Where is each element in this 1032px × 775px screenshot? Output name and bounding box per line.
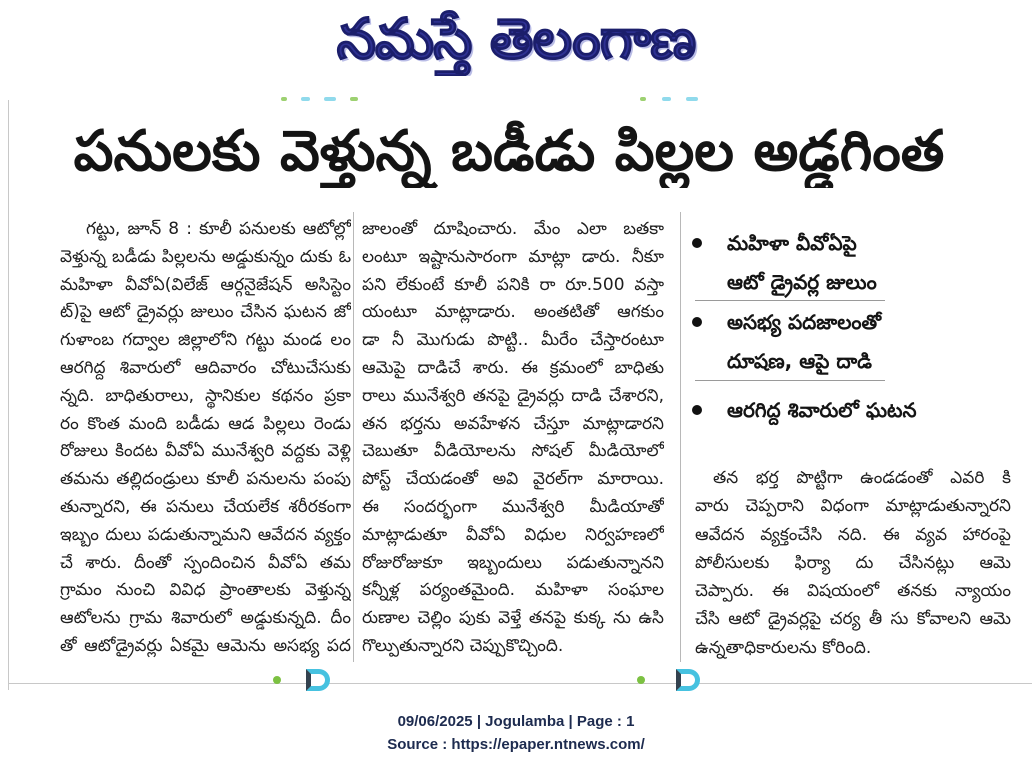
- article-column-3-body: [695, 464, 1011, 662]
- article-text-line: ఆమెపై దాడిచే శారు. ఈ క్రమంలో బాధితు: [362, 357, 664, 378]
- footer-edition-line: 09/06/2025 | Jogulamba | Page : 1: [397, 713, 635, 730]
- article-text-line: వెళ్తున్న బడీడు పిల్లలను అడ్డుకున్నం దుకు ఓ: [60, 246, 351, 267]
- article-text-line: న్నది. బాధితురాలు, స్థానికుల కథనం ప్రకా: [60, 385, 351, 406]
- decorative-mark: [640, 97, 646, 101]
- article-text-line: చెబుతూ వీడియోలను సోషల్ మీడియోలో: [362, 441, 664, 462]
- footer-source-line: Source : https://epaper.ntnews.com/: [387, 736, 645, 753]
- article-text-line: గుళాంబ గద్వాల జిల్లాలోని గట్టు మండ లం: [60, 330, 351, 351]
- article-text-line: ఉన్నతాధికారులను కోరింది.: [695, 637, 872, 658]
- article-text-line: ఇబ్బం దులు పడుతున్నామని ఆవేదన వ్యక్తం: [60, 524, 351, 545]
- article-text-line: చే శారు. దీంతో స్పందించిన వీవోఏ తమ: [60, 552, 351, 573]
- article-text-line: ట్)పై ఆటో డ్రైవర్లు జులుం చేసిన ఘటన జో: [60, 302, 351, 323]
- article-text-line: రం కొంత మంది బడీడు ఆడ పిల్లలు రెండు: [60, 413, 351, 434]
- highlight-separator: [695, 380, 885, 381]
- highlight-text-line: ఆరగిద్ద శివారులో ఘటన: [727, 397, 917, 422]
- article-text-line: ఆటోలను గ్రామ శివారులో అడ్డుకున్నది. దీం: [60, 608, 351, 629]
- highlight-item: [692, 303, 1010, 381]
- article-text-line: ఈ సందర్భంగా మునేశ్వరి మీడియాతో: [362, 496, 664, 517]
- article-text-line: లంటూ ఇష్టానుసారంగా మాట్లా డారు. నీకూ: [362, 246, 664, 267]
- article-text-line: రాలు మునేశ్వరి తనపై డ్రైవర్లు దాడి చేశారని,: [362, 385, 664, 406]
- article-text-line: వారు చెప్పరాని విధంగా మాట్లాడుతున్నారని: [695, 496, 1011, 517]
- highlight-separator: [695, 300, 885, 301]
- article-text-line: చేసి ఆటో డ్రైవర్లపై చర్య తీ సు కోవాలని ఆమె: [695, 609, 1011, 630]
- article-text-line: యంటూ మాట్లాడారు. అంతటితో ఆగకుం: [362, 302, 664, 323]
- article-text-line: తున్నారని, ఈ పనులు చేయలేక శరీరకంగా: [60, 496, 351, 517]
- highlight-text-line: ఆటో డ్రైవర్ల జులుం: [727, 269, 877, 294]
- decorative-mark: [350, 97, 358, 101]
- article-column-2: [362, 216, 664, 661]
- article-text-line: రోజులు కిందట వీవోఏ మునేశ్వరి వద్దకు వెళ్లి: [60, 441, 351, 462]
- decorative-dot: [637, 676, 645, 684]
- article-text-line: కన్నీళ్ల పర్యంతమైంది. మహిళా సంఘాల: [362, 580, 664, 601]
- clipping-border-bottom: [8, 683, 1032, 684]
- article-text-line: పోలీసులకు ఫిర్యా దు చేసినట్లు ఆమె: [695, 552, 1011, 573]
- article-headline: పనులకు వెళ్తున్న బడీడు పిల్లల అడ్డగింత: [73, 119, 945, 184]
- article-text-line: డా నీ మొగుడు పొట్టి.. మీరేం చేస్తారంటూ: [362, 330, 664, 351]
- article-text-line: మాట్లాడుతూ వీవోఏ విధుల నిర్వహణలో: [362, 524, 664, 545]
- highlight-text-line: అసభ్య పదజాలంతో: [727, 309, 882, 334]
- decorative-logo-fragment: [306, 669, 330, 691]
- article-text-line: తో ఆటోడ్రైవర్లు ఏకమై ఆమెను అసభ్య పద: [60, 635, 351, 656]
- article-text-line: జాలంతో దూషించారు. మేం ఎలా బతకా: [362, 219, 664, 239]
- decorative-mark: [662, 97, 671, 101]
- highlight-text-line: దూషణ, ఆపై దాడి: [727, 348, 872, 373]
- decorative-logo-fragment: [676, 669, 700, 691]
- bullet-icon: [692, 405, 702, 415]
- highlight-text-line: మహిళా వీవోఏపై: [727, 230, 857, 255]
- decorative-dot: [273, 676, 281, 684]
- article-text-line: రుణాల చెల్లిం పుకు వెళ్తే తనపై కుక్క ను ఉసి: [362, 608, 664, 629]
- article-text-line: గట్టు, జూన్ 8 : కూలీ పనులకు ఆటోల్లో: [86, 219, 351, 239]
- highlight-item: [692, 391, 1010, 430]
- decorative-mark: [301, 97, 310, 101]
- article-text-line: రోజురోజుకూ ఇబ్బందులు పడుతున్నానని: [362, 552, 664, 573]
- article-text-line: ఆవేదన వ్యక్తంచేసి నది. ఈ వ్యవ హారంపై: [695, 524, 1011, 545]
- clipping-border-left: [8, 100, 9, 690]
- column-divider: [680, 212, 681, 662]
- highlight-item: [692, 224, 1010, 302]
- column-divider: [353, 212, 354, 662]
- bullet-icon: [692, 238, 702, 248]
- article-text-line: తమను తల్లిదండ్రులు కూలీ పనులను పంపు: [60, 469, 351, 490]
- article-text-line: గొల్పుతున్నారని చెప్పుకొచ్చింది.: [362, 635, 564, 656]
- article-text-line: మహిళా వీవోఏ(విలేజ్ ఆర్గనైజేషన్ అసిస్టెం: [60, 274, 351, 295]
- article-text-line: చెప్పారు. ఈ విషయంలో తనకు న్యాయం: [695, 581, 1011, 602]
- article-text-line: గ్రామం నుంచి వివిధ ప్రాంతాలకు వెళ్తున్న: [60, 580, 351, 601]
- article-text-line: తన భర్త పొట్టిగా ఉండడంతో ఎవరి కి: [713, 468, 1011, 488]
- article-column-1: [60, 216, 351, 661]
- newspaper-masthead: నమస్తే తెలంగాణ: [336, 7, 696, 72]
- bullet-icon: [692, 317, 702, 327]
- decorative-mark: [281, 97, 287, 101]
- decorative-mark: [686, 97, 698, 101]
- article-text-line: తన భర్తను అవహేళన చేస్తూ మాట్లాడారని: [362, 413, 664, 434]
- article-text-line: పని లేకుంటే కూలీ పనికి రా రూ.500 వస్తా: [362, 274, 664, 295]
- article-text-line: పోస్ట్ చేయడంతో అవి వైరల్‌గా మారాయి.: [362, 469, 664, 490]
- decorative-mark: [324, 97, 336, 101]
- article-text-line: ఆరగిద్ద శివారులో ఆదివారం చోటుచేసుకు: [60, 357, 351, 378]
